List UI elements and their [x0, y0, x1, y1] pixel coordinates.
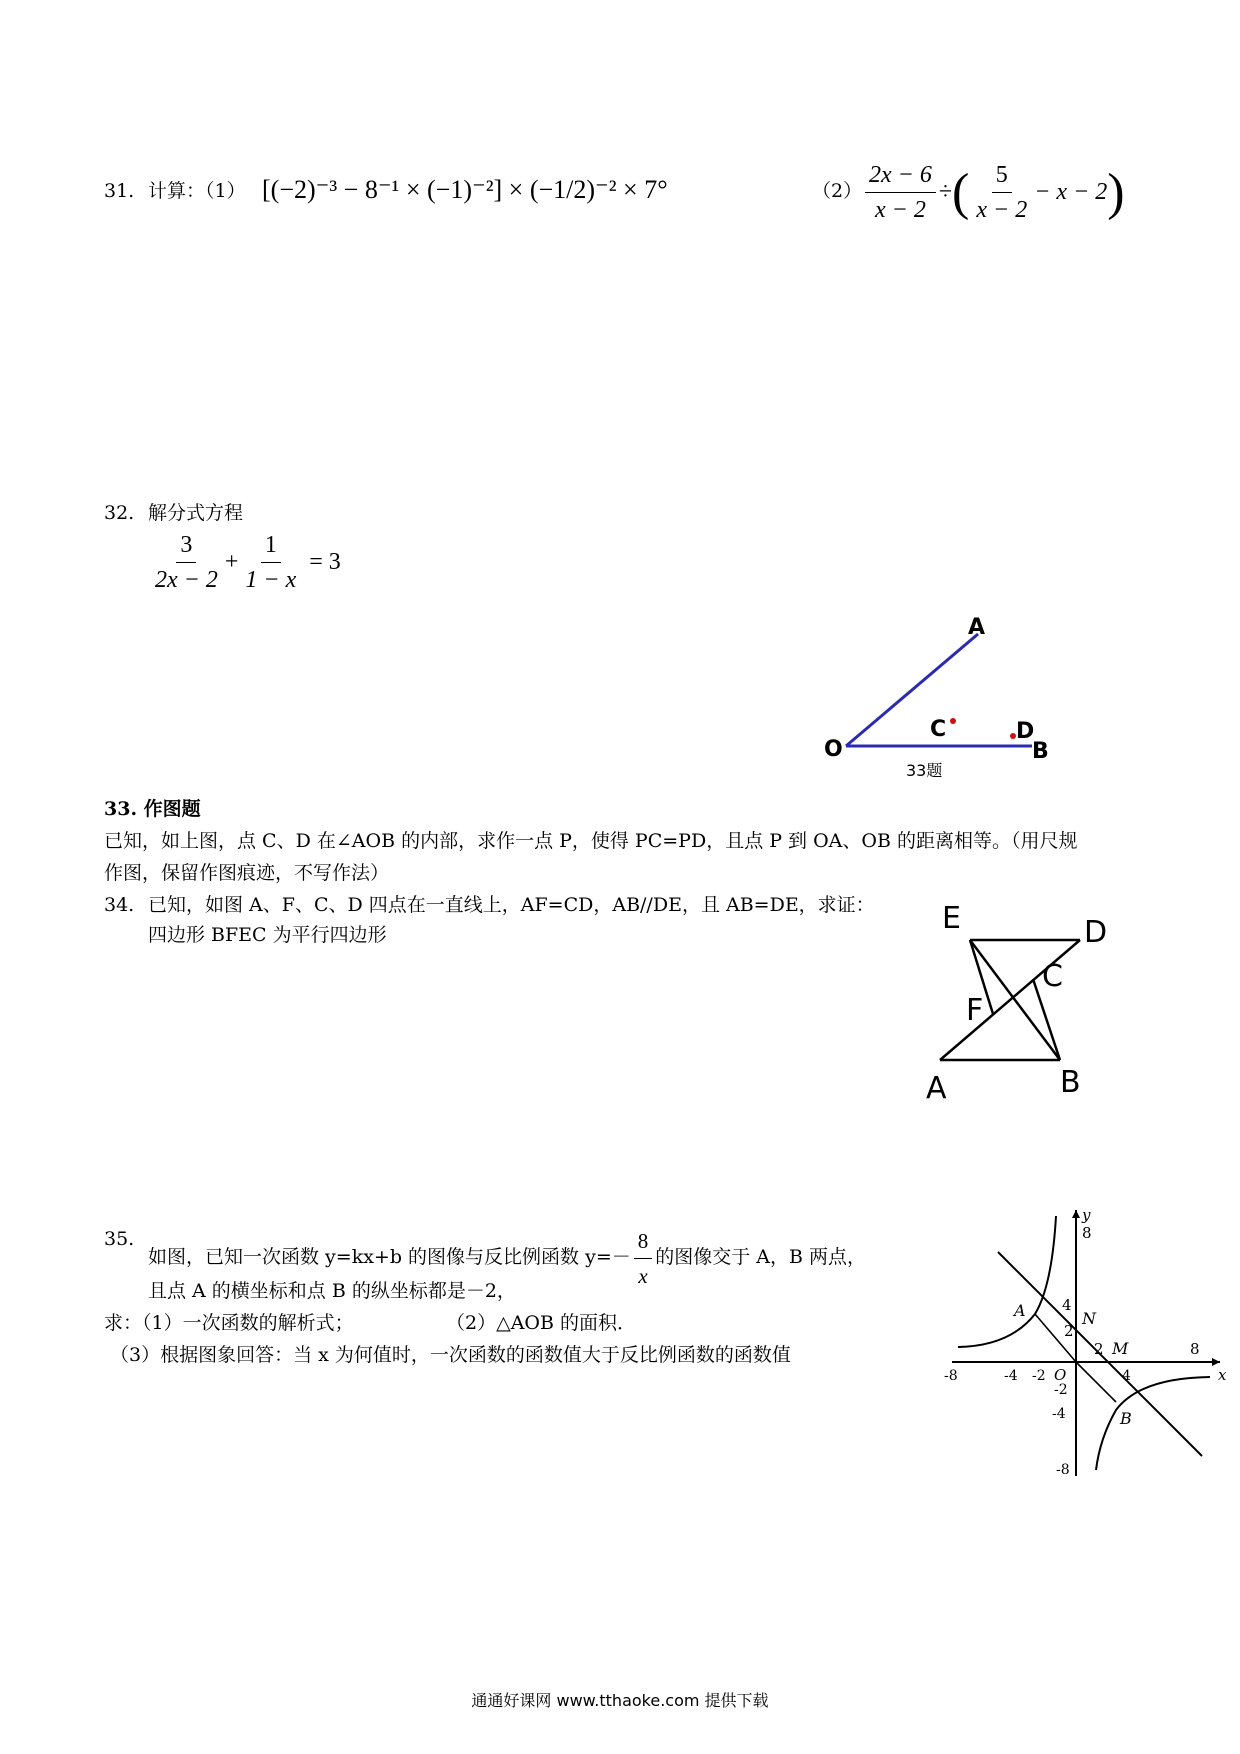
- y-tick-label: -4: [1052, 1406, 1066, 1422]
- q32-equation: [148, 530, 341, 595]
- q34-line1: 已知，如图 A、F、C、D 四点在一直线上，AF=CD，AB//DE，且 AB=DE，求证：: [148, 894, 875, 916]
- q33-angle-figure: [816, 606, 1076, 786]
- ray-oa: [846, 634, 978, 746]
- label-c: C: [1042, 959, 1063, 994]
- origin-label: O: [1054, 1366, 1067, 1384]
- y-tick-label: 4: [1062, 1296, 1072, 1314]
- point-c: [950, 718, 956, 724]
- denominator: x − 2: [875, 197, 926, 223]
- q31-expression-2: [862, 160, 1125, 225]
- q35-function-graph: [940, 1206, 1230, 1486]
- fraction: [865, 160, 936, 225]
- point-n-label: N: [1082, 1309, 1096, 1328]
- fraction: [634, 1226, 653, 1291]
- x-tick-label: -8: [944, 1368, 958, 1384]
- x-axis-label: x: [1218, 1366, 1227, 1384]
- label-f: F: [966, 993, 984, 1028]
- hyperbola-left-branch: [958, 1216, 1056, 1347]
- numerator: 1: [261, 530, 281, 563]
- q35-number: 35.: [104, 1228, 135, 1250]
- numerator: 3: [176, 530, 196, 563]
- left-paren: (: [952, 163, 970, 221]
- q35-line3a: 求：（1）一次函数的解析式；: [104, 1312, 354, 1334]
- q34-line2: 四边形 BFEC 为平行四边形: [148, 924, 387, 946]
- segment-eb: [970, 940, 1060, 1060]
- page-footer: 通通好课网 www.tthaoke.com 提供下载: [471, 1691, 769, 1710]
- label-c: C: [930, 717, 947, 742]
- figure-caption: 33题: [906, 761, 943, 780]
- x-tick-label: 2: [1094, 1340, 1104, 1358]
- label-b: B: [1060, 1065, 1081, 1100]
- numerator: 5: [992, 160, 1012, 193]
- numerator: 8: [634, 1226, 653, 1259]
- q31-part2-label: （2）: [812, 180, 863, 202]
- q33-line2: 作图，保留作图痕迹，不写作法）: [104, 862, 390, 884]
- x-tick-label: -4: [1004, 1368, 1018, 1384]
- q35-line4: （3）根据图象回答：当 x 为何值时，一次函数的函数值大于反比例函数的函数值: [110, 1344, 791, 1366]
- q33-heading: 33. 作图题: [104, 798, 201, 820]
- equation-rhs: = 3: [309, 549, 341, 575]
- q31-lead: 计算：（1）: [148, 180, 246, 202]
- q31-expression-1: [(−2)⁻³ − 8⁻¹ × (−1)⁻²] × (−1/2)⁻² × 7°: [262, 175, 668, 204]
- divide-sign: ÷: [938, 179, 953, 205]
- y-tick-label: -8: [1056, 1462, 1070, 1478]
- q35-line1-text: 如图，已知一次函数 y=kx+b 的图像与反比例函数 y=－: [148, 1245, 631, 1268]
- right-paren: ): [1107, 163, 1125, 221]
- y-axis-label: y: [1082, 1206, 1091, 1224]
- q35-line2: 且点 A 的横坐标和点 B 的纵坐标都是－2，: [148, 1280, 516, 1302]
- q32-number: 32.: [104, 502, 135, 524]
- numerator: 2x − 6: [865, 160, 936, 193]
- denominator: 2x − 2: [155, 567, 218, 593]
- label-a: A: [926, 1071, 947, 1106]
- fraction: [241, 530, 300, 595]
- denominator: x: [638, 1264, 648, 1288]
- label-d: D: [1016, 719, 1035, 744]
- q31-number: 31.: [104, 180, 135, 202]
- label-e: E: [942, 901, 961, 936]
- point-b-label: B: [1120, 1409, 1132, 1428]
- x-tick-label: 8: [1190, 1340, 1200, 1358]
- denominator: x − 2: [976, 197, 1028, 223]
- x-tick-label: 4: [1122, 1368, 1131, 1384]
- denominator: 1 − x: [245, 567, 297, 593]
- segment-ob: [1076, 1362, 1116, 1402]
- label-o: O: [824, 737, 843, 762]
- label-b: B: [1032, 739, 1049, 764]
- q34-parallelogram-figure: [910, 900, 1130, 1120]
- q32-title: 解分式方程: [148, 502, 244, 524]
- point-a-label: A: [1014, 1301, 1026, 1320]
- y-axis-arrow: [1072, 1210, 1080, 1218]
- q35-line3b: （2）△AOB 的面积．: [446, 1312, 637, 1334]
- hyperbola-right-branch: [1096, 1377, 1210, 1470]
- q33-line1: 已知，如上图，点 C、D 在∠AOB 的内部，求作一点 P，使得 PC=PD，且点 P 到 OA、OB 的距离相等。（用尺规: [104, 830, 1078, 852]
- label-a: A: [968, 615, 986, 640]
- segment-ad: [940, 940, 1080, 1060]
- plus-sign: +: [224, 549, 239, 575]
- point-m-label: M: [1112, 1339, 1129, 1358]
- y-tick-label: 2: [1064, 1322, 1074, 1340]
- q34-number: 34.: [104, 894, 135, 916]
- label-d: D: [1084, 915, 1108, 950]
- fraction: [151, 530, 222, 595]
- expression-tail: − x − 2: [1034, 179, 1108, 205]
- x-tick-label: -2: [1032, 1368, 1046, 1384]
- y-tick-label: 8: [1082, 1224, 1092, 1242]
- fraction: [972, 160, 1031, 225]
- y-tick-label: -2: [1054, 1382, 1068, 1398]
- q35-line1-tail: 的图像交于 A，B 两点，: [655, 1245, 867, 1268]
- x-axis-arrow: [1212, 1358, 1220, 1366]
